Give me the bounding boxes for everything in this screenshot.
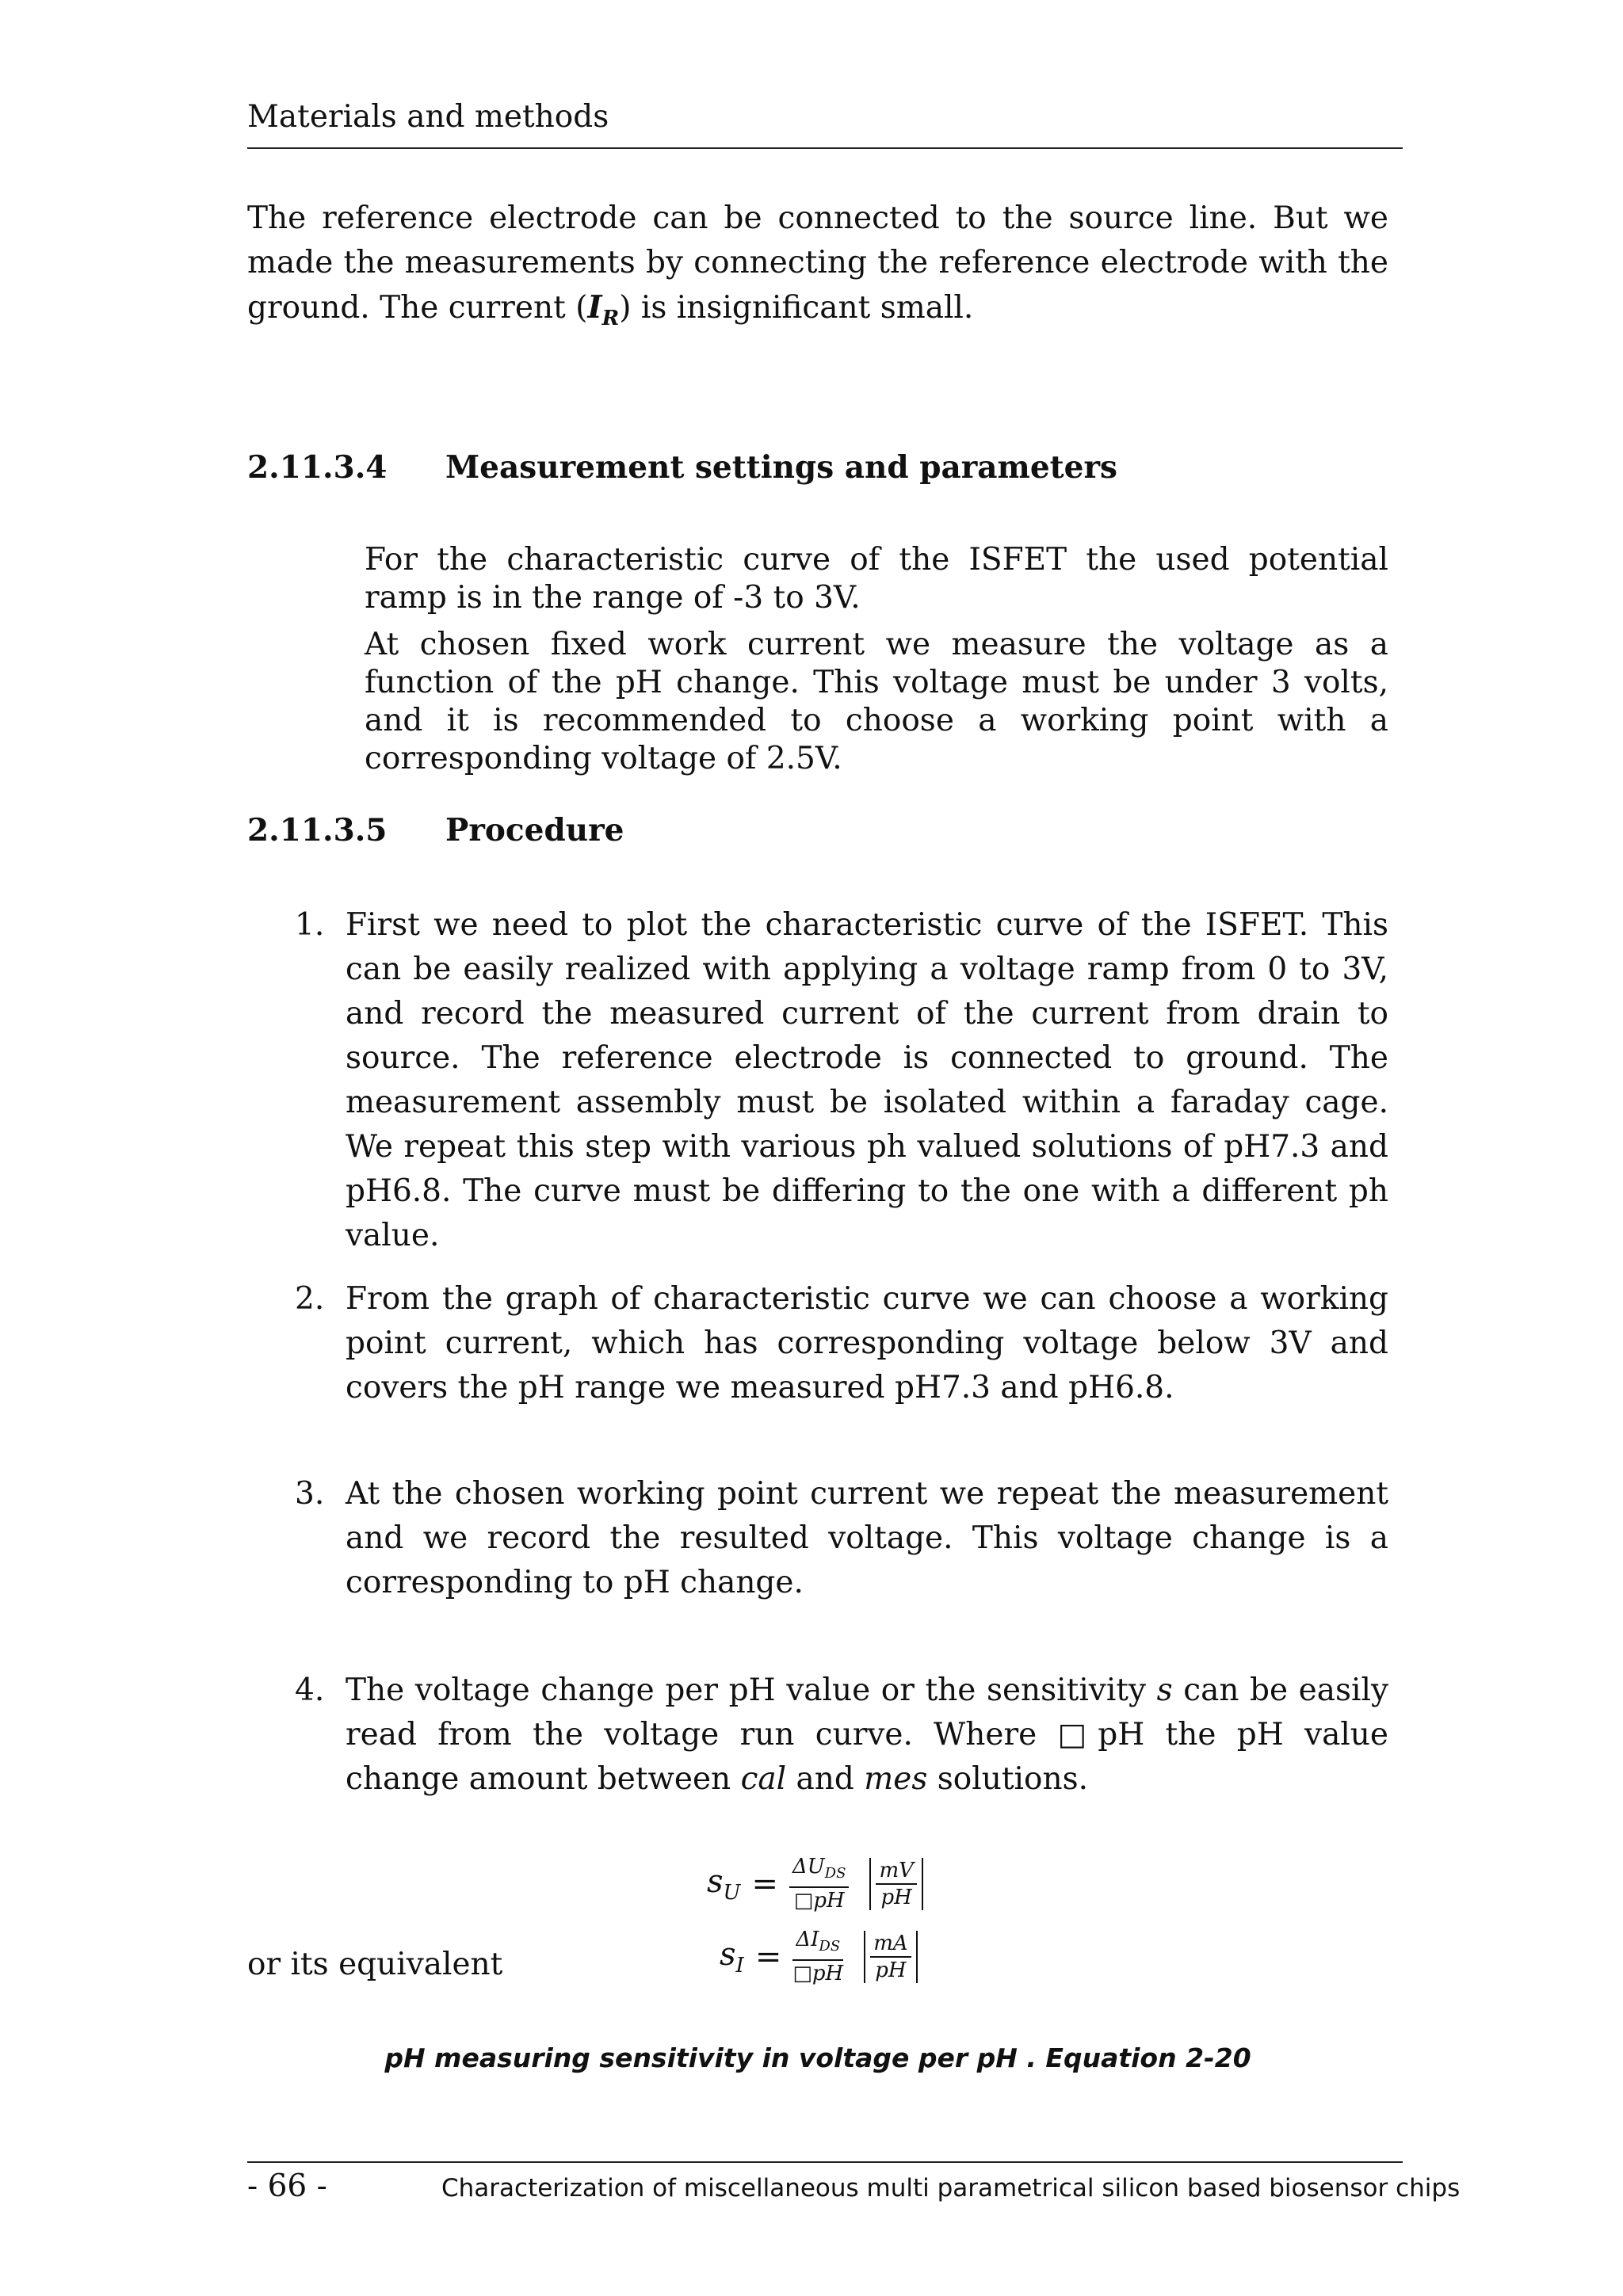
section-heading-2-11-3-4 [247,445,1357,490]
section-number: 2.11.3.5 [247,812,388,849]
section-heading-2-11-3-5 [247,808,1357,852]
list-item-number: 4. [295,1672,325,1708]
formula-fraction: $\frac{\Delta I_{DS}}{□pH}$ [792,1928,844,1986]
cal-term: cal [740,1761,787,1797]
running-header [247,97,1403,149]
list-item-text: First we need to plot the characteristic curve of the ISFET. This can be easily realized with applying a voltage ramp from 0 to 3V, and record the measured current of the current from drain to source. The reference electrode is connected to ground. The measurement assembly must be isolated within a faraday cage. We repeat this step with various ph valued solutions of pH7.3 and pH6.8. The curve must be differing to the one with a different ph value. [346,907,1388,1253]
formula-unit: $\frac{mA}{pH}$ [864,1931,917,1983]
mes-term: mes [864,1761,928,1797]
header-title: Materials and methods [247,99,609,135]
page-footer [247,2161,1461,2210]
formula-fraction: $\frac{\Delta U_{DS}}{□pH}$ [789,1854,849,1913]
formula-current-sensitivity: $s_I$ = $\frac{\Delta I_{DS}}{□pH}$ $\frac{mA}{pH}$ [720,1927,918,1986]
page-number: - 66 - [247,2168,327,2204]
settings-paragraph-2: At chosen fixed work current we measure the voltage as a function of the pH change. This voltage must be under 3 volts, and it is recommended to choose a working point with a corresponding voltage of 2.5V. [365,627,1388,776]
equivalent-label: or its equivalent [247,1947,503,1982]
equation-caption: pH measuring sensitivity in voltage per pH . Equation 2-20 [384,2042,1251,2073]
formula-voltage-sensitivity: $s_U$ = $\frac{\Delta U_{DS}}{□pH}$ $\frac{mV}{pH}$ [707,1854,923,1913]
list-item-text: From the graph of characteristic curve we can choose a working point current, which has corresponding voltage below 3V and covers the pH range we measured pH7.3 and pH6.8. [346,1281,1388,1405]
list-item-text: The voltage change per pH value or the sensitivity s can be easily read from the voltage run curve. Where □pH the pH value change amount between cal and mes solutions. [346,1672,1389,1797]
footer-title: Characterization of miscellaneous multi parametrical silicon based biosensor chips [441,2174,1461,2203]
formula-unit: $\frac{mV}{pH}$ [869,1858,922,1910]
section-number: 2.11.3.4 [247,449,388,486]
sensitivity-symbol: s [1156,1672,1173,1708]
list-item-number: 1. [295,907,325,943]
settings-paragraph-1: For the characteristic curve of the ISFET the used potential ramp is in the range of -3 to 3V. [365,542,1388,616]
section-title: Measurement settings and parameters [445,449,1117,486]
section-title: Procedure [445,812,624,849]
formula-lhs: $s_U$ [707,1863,741,1905]
list-item-text: At the chosen working point current we repeat the measurement and we record the resulted voltage. This voltage change is a corresponding to pH change. [346,1476,1388,1600]
formula-lhs: $s_I$ [720,1936,744,1978]
list-item-number: 3. [295,1476,325,1512]
list-item-number: 2. [295,1281,325,1317]
intro-text-before: The reference electrode can be connected to the source line. But we made the measurements by connecting the reference electrode with the ground. The current ( [247,200,1388,326]
current-symbol: $I_R$ [587,289,620,330]
intro-text-after: ) is insignificant small. [619,290,974,326]
intro-paragraph [247,196,1388,341]
